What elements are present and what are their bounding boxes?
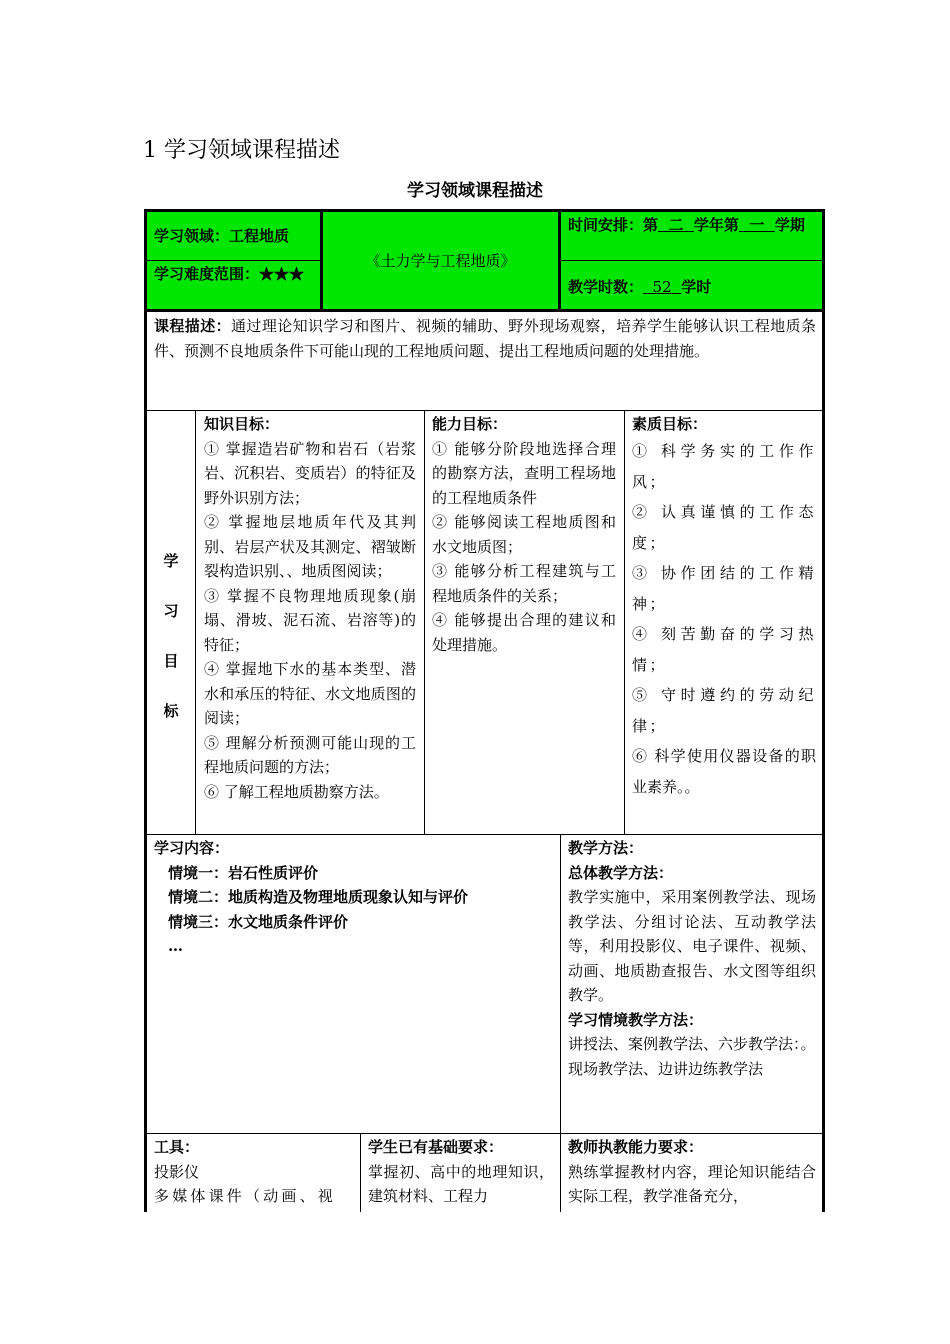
student-requirements: 学生已有基础要求： 掌握初、高中的地理知识，建筑材料、工程力 <box>368 1138 554 1205</box>
course-name: 《土力学与工程地质》 <box>365 252 516 270</box>
knowledge-objectives: 知识目标： ① 掌握造岩矿物和岩石（岩浆岩、沉积岩、变质岩）的特征及野外识别方法； ② 掌握地层地质年代及其判别、岩层产状及其测定、褶皱断裂构造识别、、地质图阅读； ③ 掌握不良物理地质现象(崩塌、滑坡、泥石流、岩溶等)的特征； ④ 掌握地下水的基本类型、潜水和承压的特征、水文地质图的阅读； ⑤ 理解分析预测可能山现的工程地质问题的方法； ⑥ 了解工程地质勘察方法。 <box>204 412 416 804</box>
list-item: ⑤ 理解分析预测可能山现的工程地质问题的方法； <box>204 733 416 776</box>
teaching-hours: 教学时数： 52 学时 <box>568 278 712 296</box>
list-item: ① 能够分阶段地选择合理的勘察方法，查明工程场地的工程地质条件 <box>432 439 616 507</box>
ability-objectives: 能力目标： ① 能够分阶段地选择合理的勘察方法，查明工程场地的工程地质条件 ② 能够阅读工程地质图和水文地质图； ③ 能够分析工程建筑与工程地质条件的关系； ④ 能够提出合理的建议和处理措施。 <box>432 412 616 657</box>
schedule: 时间安排：第 二 学年第 一 学期 <box>568 216 805 234</box>
objectives-side-label: 学 习 目 标 <box>163 552 179 720</box>
list-item: ④ 刻苦勤奋的学习热情； <box>632 625 816 674</box>
list-item: 情境二：地质构造及物理地质现象认知与评价 <box>168 888 469 906</box>
list-item: ⑥ 了解工程地质勘察方法。 <box>204 782 389 801</box>
list-item: ② 掌握地层地质年代及其判别、岩层产状及其测定、褶皱断裂构造识别、、地质图阅读； <box>204 513 416 580</box>
course-description: 课程描述：通过理论知识学习和图片、视频的辅助、野外现场观察，培养学生能够认识工程地质条件、预测不良地质条件下可能山现的工程地质问题、提出工程地质问题的处理措施。 <box>154 317 816 360</box>
list-item: ② 能够阅读工程地质图和水文地质图； <box>432 513 616 556</box>
list-item: ③ 掌握不良物理地质现象(崩塌、滑坡、泥石流、岩溶等)的特征； <box>204 586 416 654</box>
tools-cell: 工具： 投影仪 多媒体课件（动画、视 <box>154 1138 337 1205</box>
list-item: ⑤ 守时遵约的劳动纪律； <box>632 686 816 735</box>
list-item: 情境三：水文地质条件评价 <box>168 912 349 931</box>
difficulty-range: 学习难度范围：★★★ <box>154 265 305 283</box>
list-item: ① 科学务实的工作作风； <box>632 442 816 491</box>
list-item: ⑥ 科学使用仪器设备的职业素养。。 <box>632 747 816 796</box>
teacher-requirements: 教师执教能力要求： 熟练掌握教材内容，理论知识能结合实际工程，教学准备充分， <box>568 1138 816 1205</box>
section-title: 1 学习领域课程描述 <box>143 138 340 163</box>
learning-domain: 学习领域：工程地质 <box>154 227 290 245</box>
list-item: ② 认真谨慎的工作态度； <box>632 503 816 552</box>
learning-content: 学习内容： 情境一：岩石性质评价 情境二：地质构造及物理地质现象认知与评价 情境三：水文地质条件评价 … <box>154 836 554 959</box>
quality-objectives: 素质目标： ① 科学务实的工作作风； ② 认真谨慎的工作态度； ③ 协作团结的工作精神； ④ 刻苦勤奋的学习热情； ⑤ 守时遵约的劳动纪律； ⑥ 科学使用仪器设备的职业素养。。 <box>632 412 816 802</box>
teaching-methods: 教学方法： 总体教学方法： 教学实施中，采用案例教学法、现场教学法、分组讨论法、互动教学法等，利用投影仪、电子课件、视频、动画、地质勘查报告、水文图等组织教学。 学习情境教学方法： 讲授法、案例教学法、六步教学法：。 现场教学法、边讲边练教学法 <box>568 839 816 1078</box>
list-item: 情境一：岩石性质评价 <box>168 863 319 882</box>
table-title: 学习领域课程描述 <box>407 181 543 201</box>
list-item: ① 掌握造岩矿物和岩石（岩浆岩、沉积岩、变质岩）的特征及野外识别方法； <box>204 439 416 507</box>
list-item: ④ 掌握地下水的基本类型、潜水和承压的特征、水文地质图的阅读； <box>204 660 416 727</box>
list-item: ③ 能够分析工程建筑与工程地质条件的关系； <box>432 562 616 605</box>
list-item: ④ 能够提出合理的建议和处理措施。 <box>432 611 616 654</box>
list-item: ③ 协作团结的工作精神； <box>632 564 816 613</box>
